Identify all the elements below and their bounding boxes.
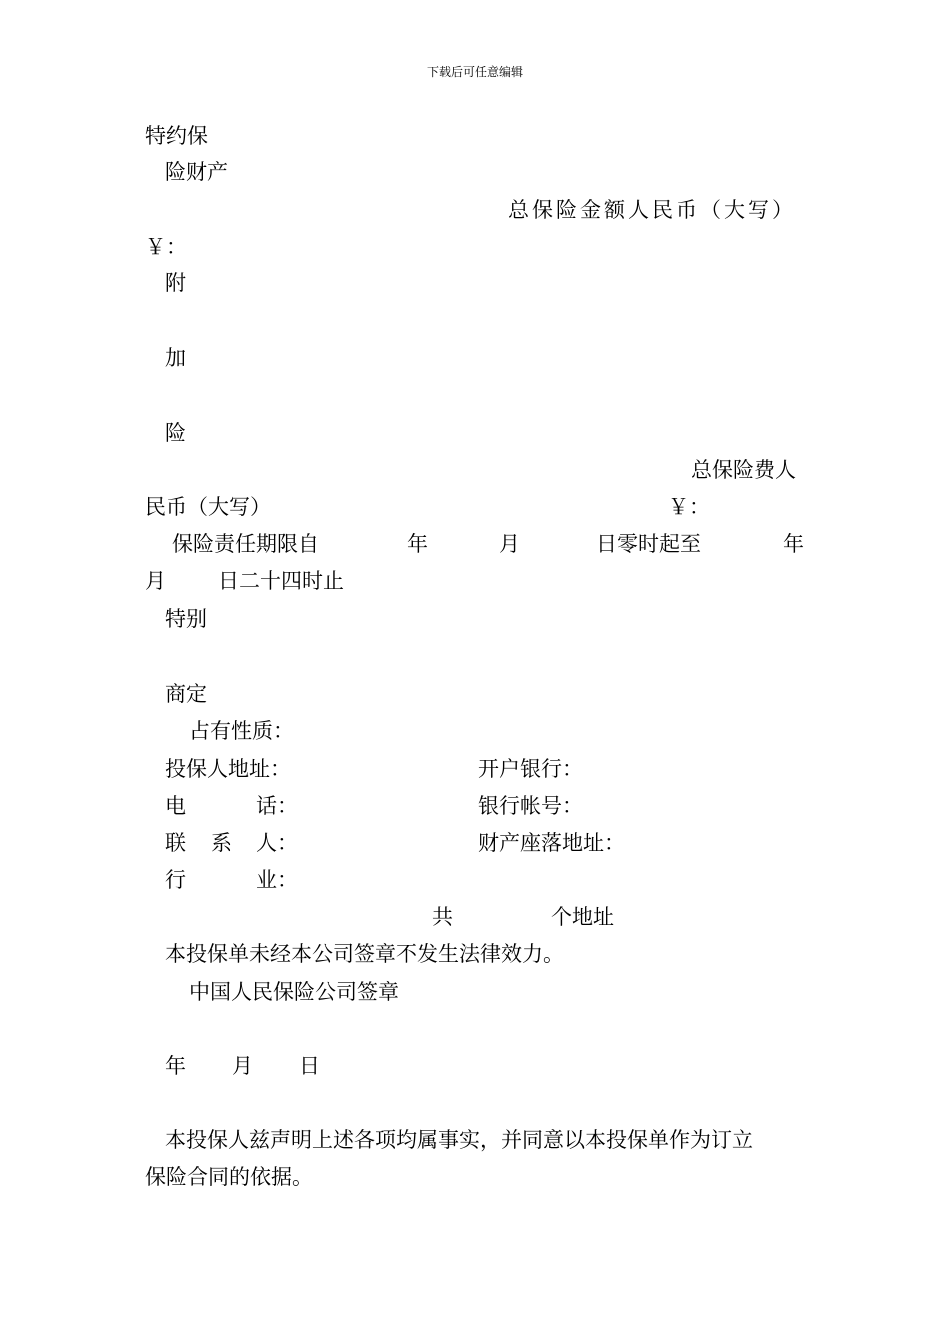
phone-label-char2: 话： xyxy=(256,794,298,818)
seal-date-day: 日 xyxy=(299,1054,320,1078)
period-day-end: 日二十四时止 xyxy=(218,569,344,593)
page-header-note: 下载后可任意编辑 xyxy=(426,65,523,79)
special-agreement-line1: 特别 xyxy=(165,607,207,631)
applicant-address-label: 投保人地址： xyxy=(165,757,291,781)
rider-char-2: 加 xyxy=(165,346,186,370)
bank-account-label: 银行帐号： xyxy=(478,794,583,818)
special-agreement-line2: 商定 xyxy=(165,682,207,706)
total-premium-label-part1: 总保险费人 xyxy=(691,458,796,482)
rider-char-3: 险 xyxy=(165,421,186,445)
bank-label: 开户银行： xyxy=(478,757,583,781)
seal-date-month: 月 xyxy=(232,1054,253,1078)
total-premium-label-part2: 民币（大写） xyxy=(145,495,271,519)
company-seal-label: 中国人民保险公司签章 xyxy=(189,980,399,1004)
period-month-2: 月 xyxy=(145,569,166,593)
declaration-line1: 本投保人兹声明上述各项均属事实，并同意以本投保单作为订立 xyxy=(165,1128,753,1152)
seal-date-year: 年 xyxy=(165,1054,186,1078)
period-year-1: 年 xyxy=(407,532,428,556)
period-start-label: 保险责任期限自 xyxy=(172,532,319,556)
occupancy-label: 占有性质： xyxy=(189,719,294,743)
validity-notice: 本投保单未经本公司签章不发生法律效力。 xyxy=(165,942,564,966)
phone-label-char1: 电 xyxy=(165,794,186,818)
special-property-label-line2: 险财产 xyxy=(165,160,228,184)
contact-label-char2: 系 xyxy=(211,831,232,855)
declaration-line2: 保险合同的依据。 xyxy=(145,1165,313,1189)
total-insured-yen-label: ￥： xyxy=(145,235,187,259)
property-address-label: 财产座落地址： xyxy=(478,831,625,855)
rider-char-1: 附 xyxy=(165,271,186,295)
contact-label-char1: 联 xyxy=(165,831,186,855)
total-premium-yen-label: ￥： xyxy=(668,495,710,519)
industry-label-char2: 业： xyxy=(256,868,298,892)
period-day-start: 日零时起至 xyxy=(596,532,701,556)
total-insured-amount-label: 总保险金额人民币（大写） xyxy=(508,198,796,222)
special-property-label-line1: 特约保 xyxy=(145,124,208,148)
address-count-unit: 个地址 xyxy=(551,905,614,929)
contact-label-char3: 人： xyxy=(256,831,298,855)
industry-label-char1: 行 xyxy=(165,868,186,892)
address-count-total: 共 xyxy=(432,905,453,929)
period-month-1: 月 xyxy=(499,532,520,556)
period-year-2: 年 xyxy=(783,532,804,556)
